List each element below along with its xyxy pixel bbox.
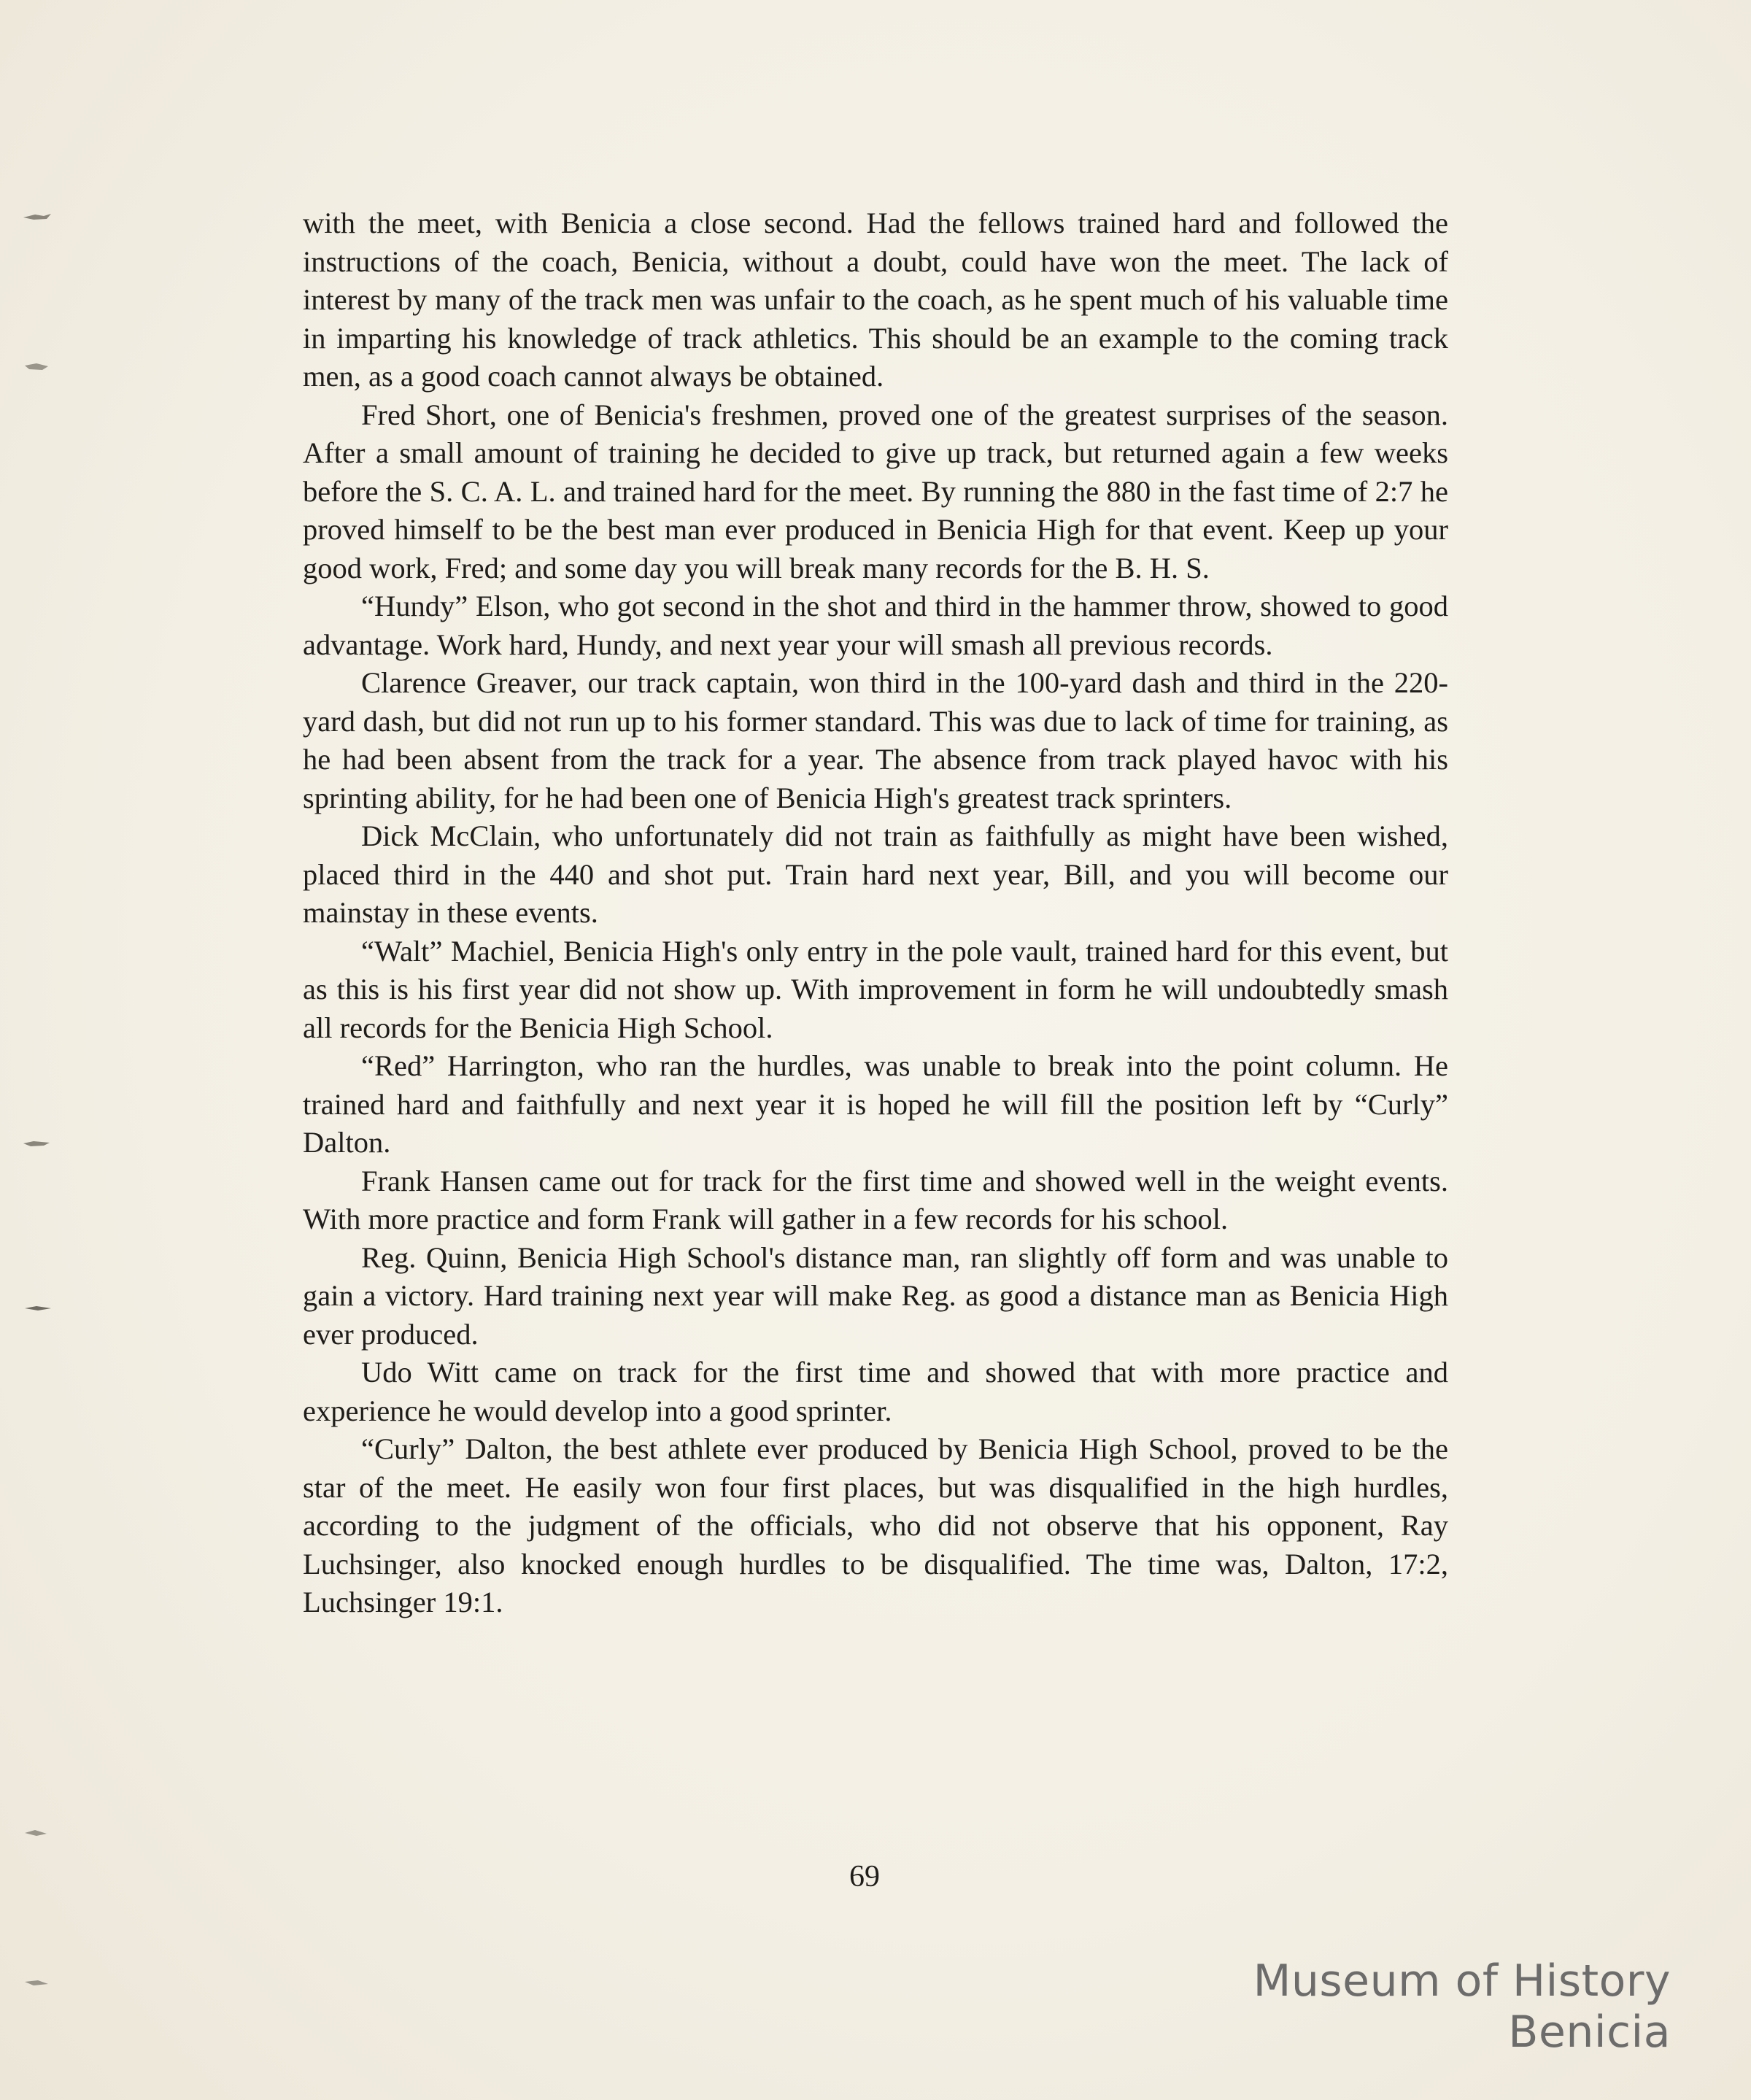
binding-hole-mark-2 [22,361,53,371]
paragraph-fred-short: Fred Short, one of Benicia's freshmen, proved one of the greatest surprises of the season. After a small amount of training he decided to give up track, but returned again a few weeks before the S. C. A. L. and trained hard for the meet. By running the 880 in the fast time of 2:7 he proved himself to be the best man ever produced in Benicia High for that event. Keep up your good work, Fred; and some day you will break many records for the B. H. S. [303,398,1448,584]
page-number: 69 [849,1860,880,1894]
paragraph-frank-hansen: Frank Hansen came out for track for the first time and showed well in the weight events. With more practice and form Frank will gather in a few records for his school. [303,1164,1448,1235]
binding-hole-mark-6 [22,1977,53,1988]
paragraph-curly-dalton: “Curly” Dalton, the best athlete ever produced by Benicia High School, proved to be the star of the meet. He easily won four first places, but was disqualified in the high hurdles, according to the judgment of the officials, who did not observe that his opponent, Ray Luchsinger, also knocked enough hurdles to be disqualified. The time was, Dalton, 17:2, Luchsinger 19:1. [303,1432,1448,1618]
article-body [303,204,1448,1622]
binding-hole-mark-3 [22,1138,53,1149]
paragraph-walt-machiel: “Walt” Machiel, Benicia High's only entry in the pole vault, trained hard for this event, but as this is his first year did not show up. With improvement in form he will undoubtedly smash all records for the Benicia High School. [303,934,1448,1044]
paragraph-dick-mcclain: Dick McClain, who unfortunately did not train as faithfully as might have been wished, placed third in the 440 and shot put. Train hard next year, Bill, and you will become our mainstay in these events. [303,819,1448,929]
paragraph-udo-witt: Udo Witt came on track for the first time and showed that with more practice and experience he would develop into a good sprinter. [303,1356,1448,1427]
binding-hole-mark-1 [22,212,53,222]
paragraph-clarence-greaver: Clarence Greaver, our track captain, won third in the 100-yard dash and third in the 220-yard dash, but did not run up to his former standard. This was due to lack of time for training, as he had been absent from the track for a year. The absence from track played havoc with his sprinting ability, for he had been one of Benicia High's greatest track sprinters. [303,666,1448,814]
paragraph-hundy-elson: “Hundy” Elson, who got second in the shot and third in the hammer throw, showed to good advantage. Work hard, Hundy, and next year your will smash all previous records. [303,590,1448,661]
paragraph-reg-quinn: Reg. Quinn, Benicia High School's distance man, ran slightly off form and was unable to gain a victory. Hard training next year will make Reg. as good a distance man as Benicia High ever produced. [303,1240,1448,1351]
binding-hole-mark-5 [22,1828,53,1838]
paragraph-meet-summary: with the meet, with Benicia a close second. Had the fellows trained hard and followed the instructions of the coach, Benicia, without a doubt, could have won the meet. The lack of interest by many of the track men was unfair to the coach, as he spent much of his valuable time in imparting his knowledge of track athletics. This should be an example to the coming track men, as a good coach cannot always be obtained. [303,206,1448,393]
binding-hole-mark-4 [22,1302,53,1313]
museum-watermark: Museum of History Benicia [1253,1956,1671,2058]
paragraph-red-harrington: “Red” Harrington, who ran the hurdles, was unable to break into the point column. He trained hard and faithfully and next year it is hoped he will fill the position left by “Curly” Dalton. [303,1049,1448,1159]
